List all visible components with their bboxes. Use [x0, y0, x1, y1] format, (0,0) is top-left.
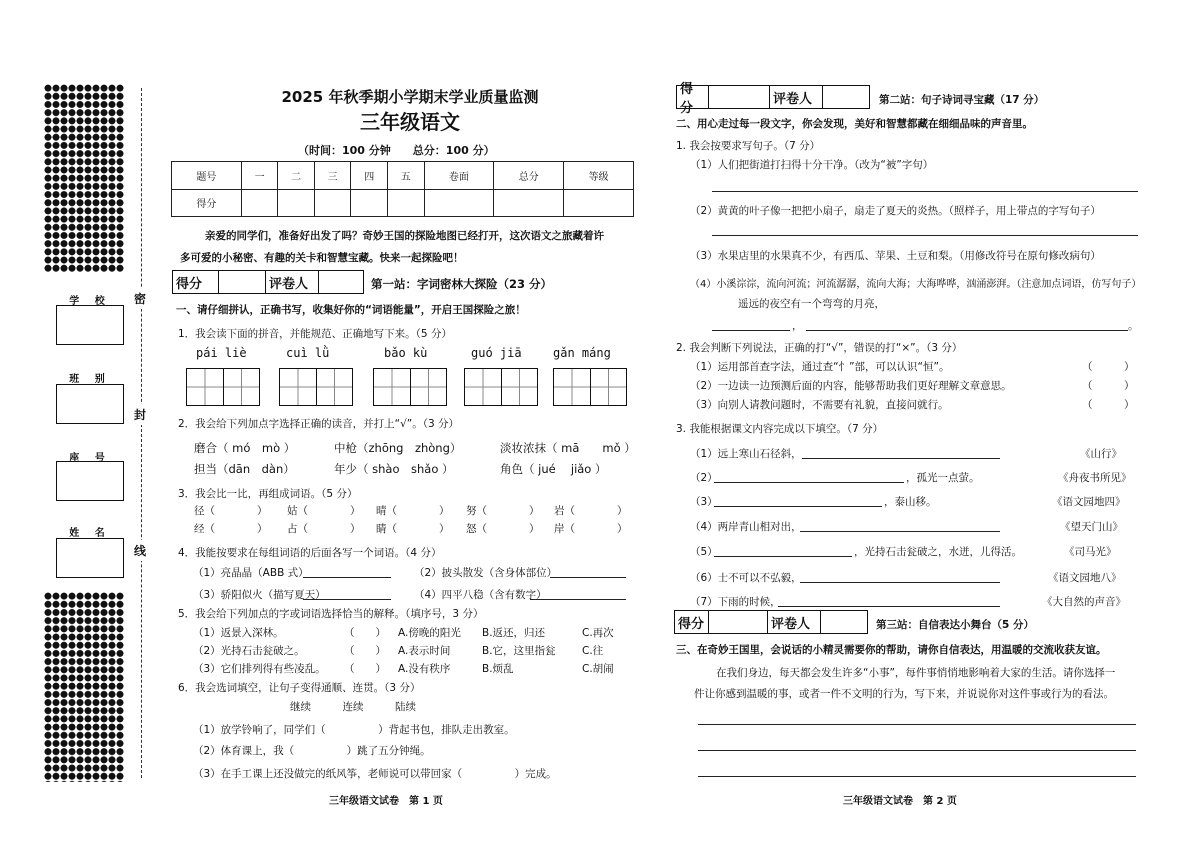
scorebox-grader-label: 评卷人 [770, 86, 823, 108]
scorebox-score-field[interactable] [709, 611, 768, 633]
s2-q3-source: 《山行》 [1080, 448, 1122, 460]
s2-q3-item: （7）下雨的时候， [690, 596, 781, 608]
q4-answer-line[interactable] [303, 599, 391, 600]
score-header-cell: 卷面 [424, 162, 494, 190]
writing-grid-3[interactable] [373, 368, 447, 406]
s2-q2-answer[interactable]: （ ） [1082, 380, 1135, 392]
q6-heading: 6．我会选词填空，让句子变得通顺、连贯。（3 分） [178, 682, 421, 694]
q5-option: B.返还，归还 [482, 627, 546, 639]
pinyin-3: bǎo kù [384, 346, 428, 360]
q6-item[interactable]: （1）放学铃响了，同学们（ ）背起书包，排队走出教室。 [193, 724, 515, 736]
s2-q3-item: （2） [690, 472, 718, 484]
q2-item[interactable]: 中枪（zhōng zhòng） [334, 441, 462, 455]
s2-q3-item: （3） [690, 496, 718, 508]
score-cell[interactable] [314, 189, 351, 217]
s2-q3-item: （4）两岸青山相对出， [690, 521, 802, 533]
q4-answer-line[interactable] [530, 599, 626, 600]
q5-option: A.没有秩序 [398, 663, 451, 675]
s2-q1-item: （4）小溪淙淙，流向河流；河流潺潺，流向大海；大海哗哗，汹涌澎湃。（注意加点词语，仿写句子） [690, 279, 1142, 290]
q2-item[interactable]: 年少（ shào shǎo ） [334, 462, 454, 476]
score-cell[interactable] [351, 189, 388, 217]
scorebox-score-label: 得分 [173, 271, 219, 293]
q3-item[interactable]: 努（ ） [466, 505, 540, 517]
s2-q3-after: ，光持石击瓮破之，水迸，儿得活。 [854, 546, 1022, 558]
s2-q3-source: 《大自然的声音》 [1042, 596, 1126, 608]
score-header-cell: 三 [314, 162, 351, 190]
s2-q2-item: （2）一边读一边预测后面的内容，能够帮助我们更好理解文章意思。 [690, 380, 1012, 392]
s2-q1-punct: 。 [1128, 320, 1139, 332]
q3-item[interactable]: 怒（ ） [466, 523, 540, 535]
s2-q3-heading: 3. 我能根据课文内容完成以下填空。（7 分） [676, 423, 884, 435]
score-table-row [172, 189, 634, 217]
scorebox-grader-field[interactable] [821, 611, 867, 633]
scorebox-score-field[interactable] [709, 86, 770, 108]
score-cell[interactable] [387, 189, 424, 217]
score-cell[interactable] [424, 189, 494, 217]
score-header-cell: 一 [241, 162, 278, 190]
s2-q2-answer[interactable]: （ ） [1082, 361, 1135, 373]
q4-answer-line[interactable] [550, 577, 626, 578]
q3-heading: 3．我会比一比，再组成词语。（5 分） [178, 488, 358, 500]
s2-q3-answer-line[interactable] [714, 506, 882, 507]
q4-heading: 4．我能按要求在每组词语的后面各写一个词语。（4 分） [178, 547, 442, 559]
score-header-cell: 二 [278, 162, 315, 190]
part1-heading: 一、请仔细拼认，正确书写，收集好你的“词语能量”，开启王国探险之旅！ [176, 304, 526, 316]
s2-q3-after: ，孤光一点萤。 [906, 472, 980, 484]
s2-q3-answer-line[interactable] [800, 582, 1000, 583]
q4-item: （2）披头散发（含身体部位） [414, 567, 558, 579]
s3-writing-line[interactable] [698, 724, 1136, 725]
q5-answer[interactable]: （ ） [344, 663, 386, 675]
scorebox-grader-field[interactable] [823, 86, 869, 108]
score-cell[interactable] [564, 189, 634, 217]
q3-item[interactable]: 经（ ） [194, 523, 268, 535]
s2-q2-heading: 2. 我会判断下列说法，正确的打“√”，错误的打“×”。（3 分） [676, 342, 963, 354]
q4-answer-line[interactable] [303, 577, 391, 578]
binding-dots-bottom [44, 592, 124, 782]
q3-item[interactable]: 姑（ ） [287, 505, 361, 517]
score-cell[interactable] [278, 189, 315, 217]
scorebox-section3 [674, 610, 868, 634]
score-header-cell: 总分 [494, 162, 564, 190]
q4-item: （4）四平八稳（含有数字） [414, 589, 547, 601]
score-row-label: 得分 [172, 189, 242, 217]
s2-q3-source: 《语文园地八》 [1048, 572, 1122, 584]
s2-q1-item: （1）人们把街道打扫得十分干净。（改为“被”字句） [690, 159, 934, 171]
scorebox-score-label: 得分 [675, 611, 709, 633]
s2-q1-heading: 1. 我会按要求写句子。（7 分） [676, 140, 821, 152]
writing-grid-2[interactable] [279, 368, 353, 406]
q5-option: A.表示时间 [398, 645, 451, 657]
q1-heading: 1．我会读下面的拼音，并能规范、正确地写下来。（5 分） [178, 328, 452, 340]
section1-title: 第一站：字词密林大探险（23 分） [371, 277, 553, 291]
name-label: 姓 名 [69, 528, 111, 539]
s2-q1-item: （2）黄黄的叶子像一把把小扇子，扇走了夏天的炎热。（照样子，用上带点的字写句子） [690, 205, 1101, 217]
writing-grid-1[interactable] [186, 368, 260, 406]
part3-heading: 三、在奇妙王国里，会说话的小精灵需要你的帮助，请你自信表达，用温暖的交流收获友谊。 [676, 644, 1107, 656]
section2-title: 第二站：句子诗词寻宝藏（17 分） [879, 94, 1045, 106]
s2-q3-item: （5） [690, 546, 718, 558]
score-header-cell: 等级 [564, 162, 634, 190]
q3-item[interactable]: 晴（ ） [376, 505, 450, 517]
s2-q3-answer-line[interactable] [802, 458, 1000, 459]
scorebox-grader-field[interactable] [319, 271, 363, 293]
page2-footer: 三年级语文试卷 第 2 页 [843, 796, 957, 807]
scorebox-section1 [172, 270, 364, 294]
q5-heading: 5．我会给下列加点的字或词语选择恰当的解释。（填序号，3 分） [178, 608, 484, 620]
school-field[interactable] [56, 305, 124, 345]
section3-title: 第三站：自信表达小舞台（5 分） [876, 619, 1034, 631]
q3-item[interactable]: 睛（ ） [376, 523, 450, 535]
q2-item[interactable]: 磨合（ mó mò ） [194, 441, 296, 455]
q5-item: （3）它们排列得有些凌乱。 [193, 663, 326, 675]
writing-grid-4[interactable] [464, 368, 538, 406]
seat-field[interactable] [56, 461, 124, 501]
q5-option: A.傍晚的阳光 [398, 627, 461, 639]
q5-item: （2）光持石击瓮破之。 [193, 645, 305, 657]
q5-option: B.它，这里指瓮 [482, 645, 556, 657]
s2-q1-answer-line[interactable] [712, 191, 1138, 192]
q5-option: C.胡闹 [582, 663, 614, 675]
seal-char-xian: 线 [134, 540, 146, 561]
q6-word-bank: 继续 连续 陆续 [290, 701, 416, 713]
score-cell[interactable] [241, 189, 278, 217]
writing-grid-5[interactable] [553, 368, 627, 406]
scorebox-grader-label: 评卷人 [266, 271, 319, 293]
s2-q3-source: 《望天门山》 [1060, 521, 1123, 533]
scorebox-score-label: 得分 [677, 86, 709, 108]
scorebox-score-field[interactable] [219, 271, 267, 293]
exam-subject: 三年级语文 [360, 110, 460, 134]
class-label: 班 别 [69, 374, 111, 385]
intro-line-2: 多可爱的小秘密、有趣的关卡和智慧宝藏。快来一起探险吧！ [180, 252, 464, 264]
s2-q1-answer-line[interactable] [712, 235, 1138, 236]
s2-q1-answer-line[interactable] [806, 330, 1128, 331]
scorebox-grader-label: 评卷人 [768, 611, 821, 633]
s2-q3-source: 《舟夜书所见》 [1058, 472, 1132, 484]
s3-prompt-1: 在我们身边，每天都会发生许多“小事”，每件事悄悄地影响着大家的生活。请你选择一 [716, 667, 1116, 679]
s2-q3-source: 《语文园地四》 [1052, 496, 1126, 508]
q2-item[interactable]: 角色（ jué jiǎo ） [500, 462, 607, 476]
s2-q3-answer-line[interactable] [714, 482, 904, 483]
s2-q1-punct: ， [792, 320, 803, 332]
q3-item[interactable]: 径（ ） [194, 505, 268, 517]
seat-label: 座 号 [69, 453, 111, 464]
class-field[interactable] [56, 384, 124, 424]
s2-q2-item: （3）向别人请教问题时，不需要有礼貌，直接问就行。 [690, 399, 949, 411]
q3-item[interactable]: 占（ ） [287, 523, 361, 535]
s2-q3-item: （6）士不可以不弘毅， [690, 572, 802, 584]
q2-item[interactable]: 淡妆浓抹（ mā mǒ ） [500, 441, 636, 455]
q3-item[interactable]: 岸（ ） [554, 523, 628, 535]
exam-time-info: （时间：100 分钟 总分：100 分） [298, 144, 495, 157]
q2-item[interactable]: 担当（dān dàn） [194, 462, 295, 476]
q5-option: C.再次 [582, 627, 614, 639]
s3-writing-line[interactable] [698, 776, 1136, 777]
score-table [171, 161, 634, 217]
name-field[interactable] [56, 538, 124, 578]
s2-q2-item: （1）运用部首查字法，通过查“忄”部，可以认识“恒”。 [690, 361, 950, 373]
pinyin-2: cuì lǜ [286, 346, 330, 360]
q4-item: （1）亮晶晶（ABB 式） [193, 567, 309, 579]
score-header-cell: 五 [387, 162, 424, 190]
q5-option: C.往 [582, 645, 604, 657]
scorebox-section2 [676, 82, 870, 116]
school-label: 学 校 [69, 296, 111, 307]
q5-answer[interactable]: （ ） [344, 627, 386, 639]
s2-q3-item: （1）远上寒山石径斜， [690, 448, 802, 460]
seal-char-feng: 封 [134, 404, 146, 425]
s2-q3-source: 《司马光》 [1064, 546, 1117, 558]
s2-q1-continuation: 遥远的夜空有一个弯弯的月亮， [738, 298, 885, 310]
s2-q3-after: ，泰山移。 [884, 496, 937, 508]
s3-prompt-2: 件让你感到温暖的事，或者一件不文明的行为，写下来，并说说你对这件事或行为的看法。 [694, 688, 1114, 700]
seal-line [141, 88, 142, 778]
score-table-header [172, 162, 634, 190]
q5-option: B.烦乱 [482, 663, 514, 675]
q3-item[interactable]: 岩（ ） [554, 505, 628, 517]
score-header-cell: 四 [351, 162, 388, 190]
pinyin-5: gǎn máng [553, 346, 611, 360]
q5-item: （1）返景入深林。 [193, 627, 284, 639]
s2-q1-answer-line[interactable] [712, 330, 790, 331]
q6-item[interactable]: （2）体育课上，我（ ）跳了五分钟绳。 [193, 745, 431, 757]
q2-heading: 2．我会给下列加点字选择正确的读音，并打上“√”。（3 分） [178, 418, 460, 430]
s2-q3-answer-line[interactable] [714, 556, 852, 557]
score-header-cell: 题号 [172, 162, 242, 190]
score-cell[interactable] [494, 189, 564, 217]
pinyin-4: guó jiā [471, 346, 522, 360]
part2-heading: 二、用心走过每一段文字，你会发现，美好和智慧都藏在细细品味的声音里。 [676, 118, 1033, 130]
q5-answer[interactable]: （ ） [344, 645, 386, 657]
seal-char-mi: 密 [134, 288, 146, 309]
s2-q3-answer-line[interactable] [800, 531, 1000, 532]
s2-q3-answer-line[interactable] [778, 606, 1000, 607]
page1-footer: 三年级语文试卷 第 1 页 [329, 796, 443, 807]
intro-line-1: 亲爱的同学们，准备好出发了吗？奇妙王国的探险地图已经打开，这次语文之旅藏着许 [205, 230, 604, 242]
s2-q1-item: （3）水果店里的水果真不少，有西瓜、苹果、土豆和梨。（用修改符号在原句修改病句） [690, 250, 1101, 262]
pinyin-1: pái liè [196, 346, 247, 360]
q4-item: （3）骄阳似火（描写夏天） [193, 589, 326, 601]
s3-writing-line[interactable] [698, 750, 1136, 751]
q6-item[interactable]: （3）在手工课上还没做完的纸风筝，老师说可以带回家（ ）完成。 [193, 768, 557, 780]
s2-q2-answer[interactable]: （ ） [1082, 399, 1135, 411]
exam-title: 2025 年秋季期小学期末学业质量监测 [281, 88, 539, 106]
